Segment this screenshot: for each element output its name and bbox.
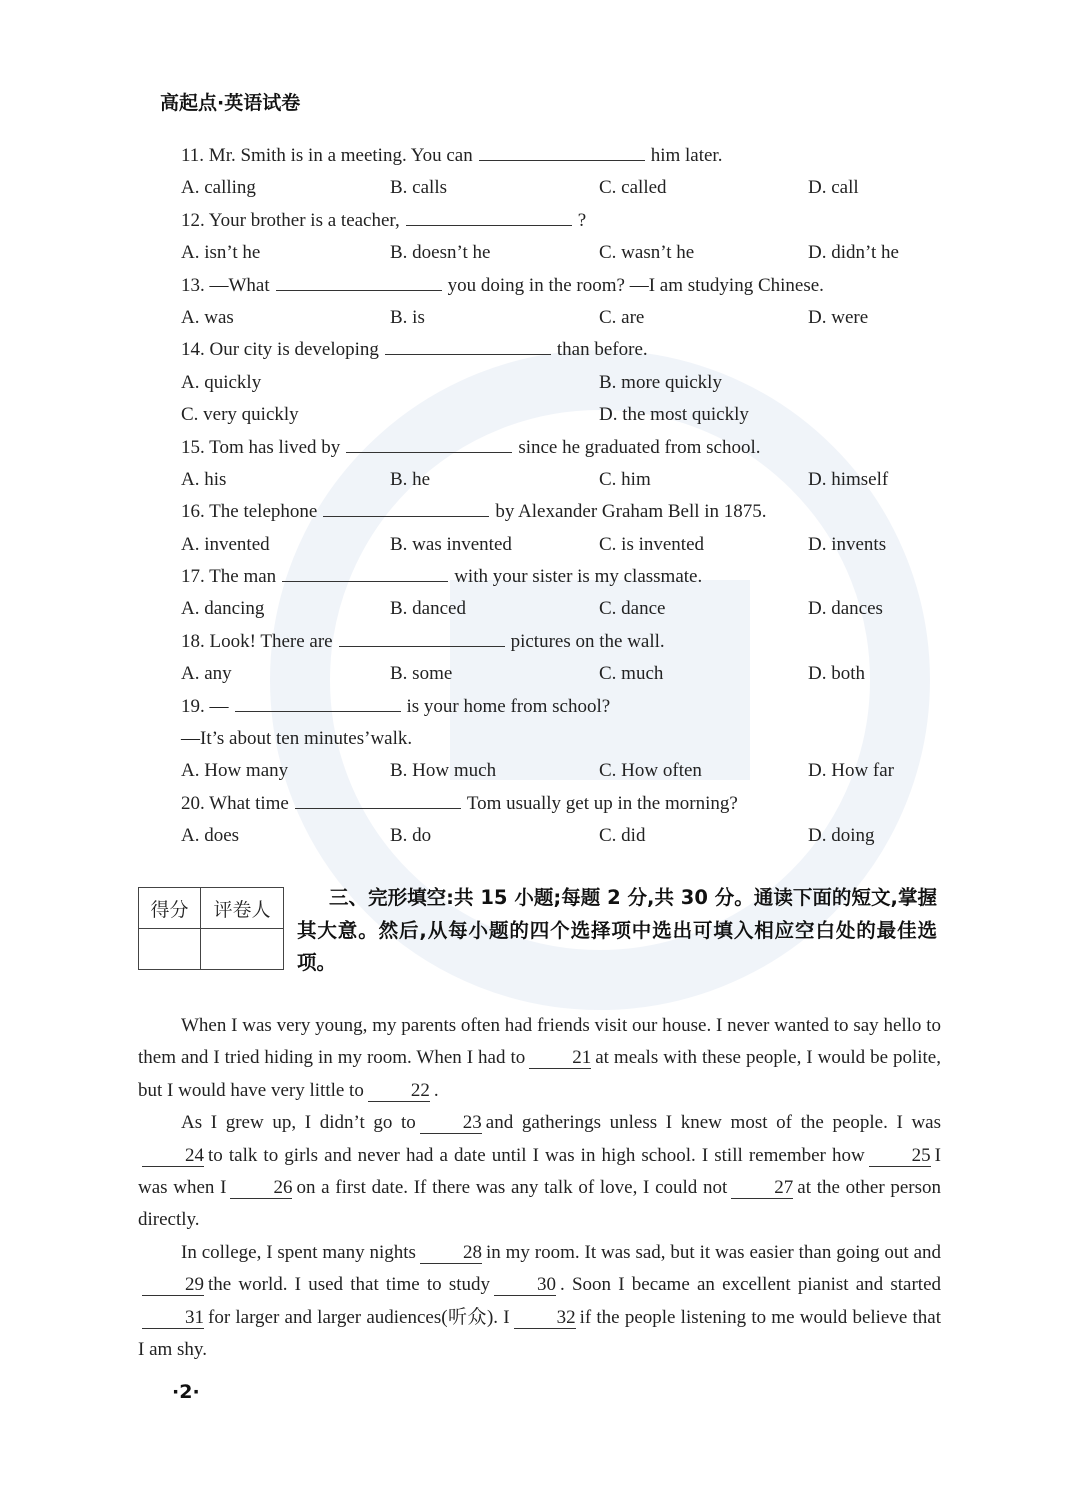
grader-cell[interactable] [201, 929, 284, 970]
blank-number: 32 [514, 1308, 576, 1329]
option-a: A. isn’t he [181, 242, 261, 264]
option-a: A. quickly [181, 371, 262, 393]
option-d: D. were [808, 306, 869, 328]
option-a: A. his [181, 468, 227, 490]
option-row [181, 399, 941, 431]
option-row [181, 658, 941, 690]
option-c: C. is invented [599, 533, 705, 555]
option-d: D. How far [808, 760, 895, 782]
option-b: B. calls [390, 177, 447, 199]
answer-blank [385, 334, 551, 355]
option-d: D. doing [808, 825, 875, 847]
question-stem: 15. Tom has lived by since he graduated from school. [181, 432, 941, 464]
score-cell[interactable] [139, 929, 201, 970]
option-b: B. do [390, 825, 432, 847]
blank-number: 26 [230, 1178, 292, 1199]
blank-number: 24 [142, 1146, 204, 1167]
blank-number: 21 [529, 1048, 591, 1069]
option-d: D. call [808, 177, 859, 199]
answer-blank [295, 788, 461, 809]
option-c: C. him [599, 468, 651, 490]
option-d: D. invents [808, 533, 887, 555]
blank-number: 30 [494, 1275, 556, 1296]
question-stem: 18. Look! There are pictures on the wall. [181, 626, 941, 658]
blank-number: 31 [142, 1308, 204, 1329]
cloze-passage [138, 1010, 941, 1366]
option-c: C. much [599, 663, 664, 685]
option-row [181, 172, 941, 204]
blank-number: 28 [420, 1243, 482, 1264]
question-stem: 19. — is your home from school? [181, 691, 941, 723]
passage-paragraph: As I grew up, I didn’t go to 23 and gatherings unless I knew most of the people. I was24 to talk to girls and never had a date until I was in high school. I still remember how 25 I was when I 26 on a first date. If there was any talk of love, I could not 27 at the other person directly. [138, 1112, 942, 1231]
question-stem: 17. The man with your sister is my classmate. [181, 561, 941, 593]
blank-number: 25 [869, 1146, 931, 1167]
option-b: B. was invented [390, 533, 512, 555]
score-table [138, 887, 284, 970]
question-stem: 14. Our city is developing than before. [181, 334, 941, 366]
option-b: B. some [390, 663, 453, 685]
option-a: A. was [181, 306, 234, 328]
question-stem: 11. Mr. Smith is in a meeting. You can him later. [181, 140, 941, 172]
option-b: B. is [390, 306, 425, 328]
answer-blank [346, 432, 512, 453]
answer-blank [323, 496, 489, 517]
option-a: A. invented [181, 533, 270, 555]
blank-number: 23 [420, 1113, 482, 1134]
option-row [181, 755, 941, 787]
option-c: C. very quickly [181, 404, 299, 426]
option-c: C. dance [599, 598, 666, 620]
question-list [181, 140, 941, 853]
option-row [181, 237, 941, 269]
option-b: B. more quickly [599, 371, 722, 393]
option-b: B. How much [390, 760, 497, 782]
answer-blank [276, 270, 442, 291]
grader-header: 评卷人 [201, 888, 284, 929]
option-row [181, 820, 941, 852]
passage-paragraph: In college, I spent many nights 28 in my room. It was sad, but it was easier than going out and29 the world. I used that time to study 30 . Soon I became an excellent pianist and started31 for larger and larger audiences(听众). I 32 if the people listening to me would believe that I am shy. [138, 1241, 942, 1361]
question-response: —It’s about ten minutes’walk. [181, 728, 413, 750]
question-stem: 13. —What you doing in the room? —I am studying Chinese. [181, 270, 941, 302]
option-b: B. danced [390, 598, 466, 620]
option-a: A. calling [181, 177, 256, 199]
option-d: D. both [808, 663, 865, 685]
page-number: ·2· [172, 1381, 200, 1403]
option-c: C. did [599, 825, 646, 847]
question-stem: 12. Your brother is a teacher, ? [181, 205, 941, 237]
option-a: A. dancing [181, 598, 265, 620]
answer-blank [479, 140, 645, 161]
option-d: D. himself [808, 468, 889, 490]
option-row [181, 302, 941, 334]
header-title: 高起点·英语试卷 [160, 92, 301, 114]
section-heading: 三、完形填空:共 15 小题;每题 2 分,共 30 分。通读下面的短文,掌握其大意。然后,从每小题的四个选择项中选出可填入相应空白处的最佳选项。 [297, 886, 937, 975]
option-a: A. How many [181, 760, 289, 782]
option-a: A. any [181, 663, 232, 685]
answer-blank [282, 561, 448, 582]
passage-paragraph: When I was very young, my parents often had friends visit our house. I never wanted to say hello to them and I tried hiding in my room. When I had to 21 at meals with these people, I would be polite, but I would have very little to 22 . [138, 1015, 941, 1101]
blank-number: 22 [368, 1081, 430, 1102]
answer-blank [406, 205, 572, 226]
option-c: C. How often [599, 760, 702, 782]
option-b: B. he [390, 468, 431, 490]
blank-number: 29 [142, 1275, 204, 1296]
option-row [181, 593, 941, 625]
question-stem: 16. The telephone by Alexander Graham Bell in 1875. [181, 496, 941, 528]
option-c: C. called [599, 177, 667, 199]
option-row [181, 464, 941, 496]
score-header: 得分 [139, 888, 201, 929]
option-d: D. dances [808, 598, 883, 620]
option-a: A. does [181, 825, 240, 847]
option-row [181, 529, 941, 561]
option-c: C. are [599, 306, 645, 328]
option-d: D. didn’t he [808, 242, 899, 264]
option-row [181, 367, 941, 399]
option-b: B. doesn’t he [390, 242, 491, 264]
question-stem: 20. What time Tom usually get up in the morning? [181, 788, 941, 820]
blank-number: 27 [731, 1178, 793, 1199]
option-d: D. the most quickly [599, 404, 749, 426]
answer-blank [235, 691, 401, 712]
answer-blank [339, 626, 505, 647]
option-c: C. wasn’t he [599, 242, 695, 264]
